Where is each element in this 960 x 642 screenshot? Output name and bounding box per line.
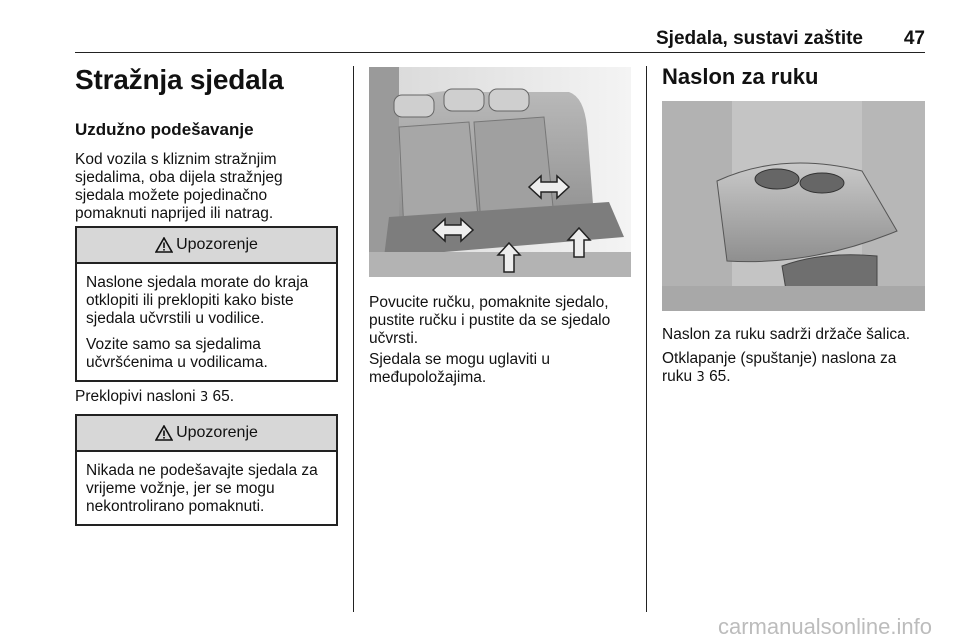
rear-seat-illustration	[369, 67, 631, 277]
warning-box-2	[75, 414, 338, 526]
intro-paragraph: Kod vozila s kliznim stražnjim sjedalima, oba dijela stražnjeg sjedala možete pojedinačno pomaknuti naprijed ili natrag.	[75, 151, 283, 222]
warning-header	[77, 228, 336, 264]
warning-label: Upozorenje	[176, 424, 258, 441]
warning-triangle-icon	[155, 237, 173, 253]
page-ref-arrow-icon: 3	[696, 370, 705, 385]
page-number: 47	[903, 28, 925, 49]
position-paragraph: Sjedala se mogu uglaviti u međupoložajima.	[369, 351, 550, 386]
armrest-cupholder-photo	[662, 101, 925, 311]
section-title: Sjedala, sustavi zaštite	[656, 28, 863, 49]
subsection-title: Uzdužno podešavanje	[75, 120, 254, 139]
armrest-fold-instruction: Otklapanje (spuštanje) naslona za ruku 3 65.	[662, 350, 897, 385]
column-divider-2	[646, 66, 647, 612]
page-ref-arrow-icon: 3	[199, 390, 209, 405]
warning-body: Nikada ne podešavajte sjedala za vrijeme vožnje, jer se mogu nekontrolirano pomaknuti.	[86, 462, 318, 515]
instruction-paragraph: Povucite ručku, pomaknite sjedalo, pustite ručku i pustite da se sjedalo učvrsti.	[369, 294, 611, 347]
warning-header	[77, 416, 336, 452]
warning-body: Naslone sjedala morate do kraja otklopiti ili preklopiti kako biste sjedala učvrstili u vodilice. Vozite samo sa sjedalima učvršćenima u vodilicama.	[86, 274, 309, 371]
armrest-title: Naslon za ruku	[662, 64, 819, 89]
column-divider-1	[353, 66, 354, 612]
header-rule	[75, 52, 925, 53]
rear-seat-sliding-photo	[369, 67, 631, 277]
cross-reference-link[interactable]: 65.	[212, 388, 235, 405]
cross-reference: Preklopivi nasloni 3 65.	[75, 388, 235, 405]
warning-triangle-icon	[155, 425, 173, 441]
watermark: carmanualsonline.info	[717, 614, 932, 639]
armrest-illustration	[662, 101, 925, 311]
page-title: Stražnja sjedala	[75, 64, 284, 95]
armrest-description: Naslon za ruku sadrži držače šalica.	[662, 326, 911, 343]
page-header	[75, 28, 925, 52]
cross-reference-link[interactable]: 65.	[709, 368, 731, 385]
warning-label: Upozorenje	[176, 236, 258, 253]
warning-box-1	[75, 226, 338, 382]
